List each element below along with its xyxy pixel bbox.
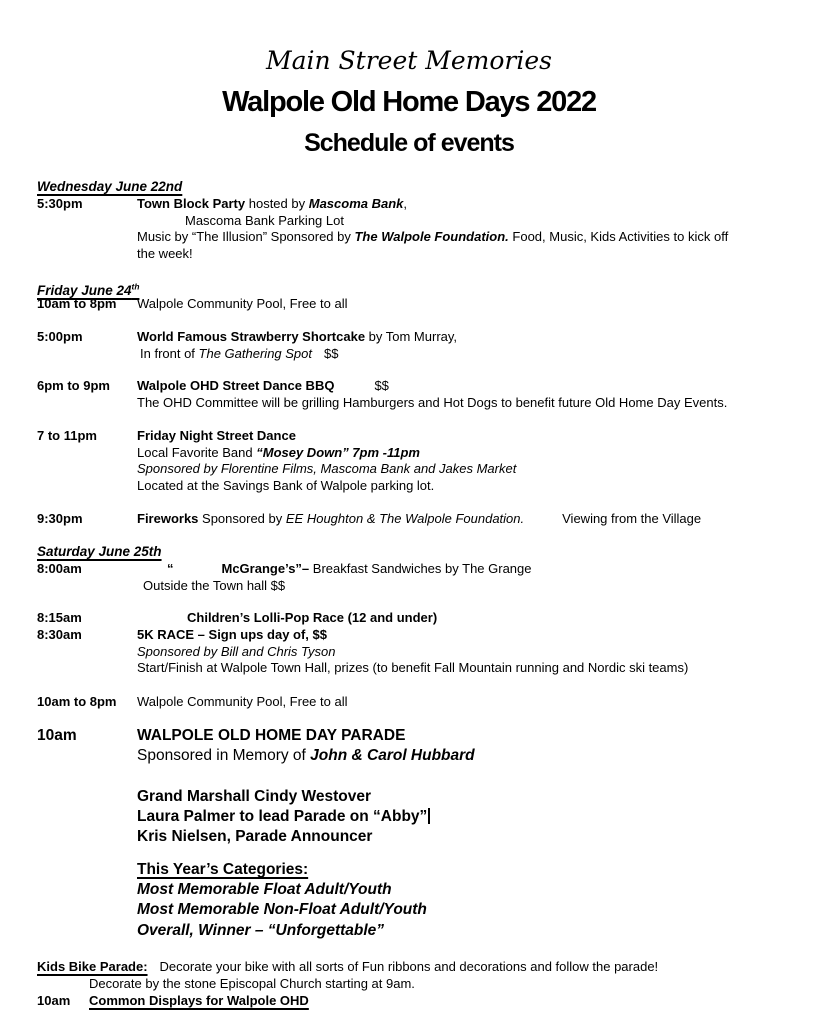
open-quote: “ bbox=[167, 561, 174, 576]
fee-badge: $$ bbox=[324, 345, 339, 361]
event-time: 10am bbox=[37, 993, 71, 1008]
kids-bike-parade-line: Kids Bike Parade: Decorate your bike with all sorts of Fun ribbons and decorations and follow the parade! bbox=[37, 959, 659, 974]
parade-lead-line: Laura Palmer to lead Parade on “Abby” bbox=[137, 807, 804, 827]
event-title-line: “ McGrange’s”– Breakfast Sandwiches by The Grange bbox=[167, 561, 532, 576]
event-detail-line: Walpole Community Pool, Free to all bbox=[137, 694, 348, 709]
event-detail-wrap-line: the week! bbox=[137, 245, 193, 261]
event-row-block-party bbox=[0, 196, 818, 262]
event-time: 7 to 11pm bbox=[37, 428, 97, 443]
event-location-line: In front of The Gathering Spot $$ bbox=[140, 345, 339, 361]
event-row-parade bbox=[0, 726, 818, 766]
event-title: Walpole Old Home Days 2022 bbox=[222, 86, 596, 118]
event-band-line: Local Favorite Band “Mosey Down” 7pm -11pm bbox=[137, 444, 420, 460]
event-title-line: 5K RACE – Sign ups day of, $$ bbox=[137, 627, 327, 642]
event-title-line: Town Block Party hosted by Mascoma Bank, bbox=[137, 196, 408, 211]
event-row-bbq bbox=[0, 378, 818, 411]
viewing-note: Viewing from the Village bbox=[562, 511, 702, 526]
parade-categories-block bbox=[0, 860, 818, 941]
kids-bike-parade-block bbox=[0, 959, 818, 992]
category-item: Overall, Winner – “Unforgettable” bbox=[137, 921, 385, 939]
categories-header: This Year’s Categories: bbox=[137, 861, 309, 878]
event-title-line: Friday Night Street Dance bbox=[137, 428, 296, 443]
event-title-line: Common Displays for Walpole OHD bbox=[89, 993, 309, 1008]
event-row-street-dance bbox=[0, 428, 818, 494]
day-header-wednesday bbox=[0, 179, 818, 196]
event-time: 5:30pm bbox=[37, 196, 83, 211]
event-row-breakfast bbox=[0, 561, 818, 594]
fee-badge: $$ bbox=[374, 378, 389, 393]
event-time: 5:00pm bbox=[37, 329, 83, 344]
parade-people-block bbox=[0, 787, 818, 848]
event-title-line: Walpole OHD Street Dance BBQ $$ bbox=[137, 378, 389, 393]
event-row-pool-saturday bbox=[0, 694, 818, 711]
day-header-wednesday-text: Wednesday June 22nd bbox=[37, 179, 183, 194]
event-detail-line: The OHD Committee will be grilling Hamburgers and Hot Dogs to benefit future Old Home Day Events. bbox=[137, 394, 728, 410]
schedule-subtitle: Schedule of events bbox=[304, 129, 514, 157]
event-time: 8:15am bbox=[37, 610, 82, 625]
category-item: Most Memorable Float Adult/Youth bbox=[137, 881, 392, 899]
day-header-saturday bbox=[0, 544, 818, 561]
event-time: 10am to 8pm bbox=[37, 694, 117, 709]
category-item: Most Memorable Non-Float Adult/Youth bbox=[137, 901, 427, 919]
event-time: 9:30pm bbox=[37, 511, 83, 526]
event-row-fireworks bbox=[0, 511, 818, 528]
date-ordinal-superscript: th bbox=[131, 281, 140, 291]
event-row-lollipop-race bbox=[0, 610, 818, 627]
parade-title-line: WALPOLE OLD HOME DAY PARADE bbox=[137, 727, 406, 744]
event-time: 8:30am bbox=[37, 627, 82, 642]
event-location-line: Mascoma Bank Parking Lot bbox=[185, 212, 344, 228]
event-detail-line: Start/Finish at Walpole Town Hall, prizes (to benefit Fall Mountain running and Nordic ski teams) bbox=[137, 660, 689, 676]
text-cursor bbox=[428, 808, 430, 824]
event-row-5k-race bbox=[0, 627, 818, 677]
event-time: 10am to 8pm bbox=[37, 296, 117, 311]
event-detail-line: Music by “The Illusion” Sponsored by The Walpole Foundation. Food, Music, Kids Activities to kick off bbox=[137, 229, 729, 245]
event-detail-line: Walpole Community Pool, Free to all bbox=[137, 296, 348, 311]
document-title: Main Street Memories bbox=[266, 46, 552, 75]
event-location-line: Located at the Savings Bank of Walpole parking lot. bbox=[137, 477, 435, 493]
event-location-line: Outside the Town hall $$ bbox=[143, 577, 286, 593]
event-time: 10am bbox=[37, 727, 77, 744]
event-row-shortcake bbox=[0, 329, 818, 362]
event-row-pool-friday bbox=[0, 296, 818, 313]
time-spacer bbox=[37, 787, 137, 848]
parade-announcer-line: Kris Nielsen, Parade Announcer bbox=[137, 828, 373, 846]
event-title-line: World Famous Strawberry Shortcake by Tom Murray, bbox=[137, 329, 458, 344]
grand-marshall-line: Grand Marshall Cindy Westover bbox=[137, 788, 371, 805]
event-row-common-displays bbox=[0, 993, 818, 1010]
event-title-line: Fireworks Sponsored by EE Houghton & The Walpole Foundation. Viewing from the Village bbox=[137, 511, 702, 526]
event-sponsor-line: Sponsored by Florentine Films, Mascoma Bank and Jakes Market bbox=[137, 461, 517, 477]
kids-bike-parade-detail: Decorate by the stone Episcopal Church starting at 9am. bbox=[89, 975, 415, 991]
day-header-friday-text: Friday June 24th bbox=[37, 281, 140, 298]
day-header-saturday-text: Saturday June 25th bbox=[37, 544, 162, 559]
time-spacer bbox=[37, 860, 137, 941]
parade-memorial-line: Sponsored in Memory of John & Carol Hubbard bbox=[137, 747, 475, 765]
event-time: 8:00am bbox=[37, 561, 82, 576]
event-sponsor-line: Sponsored by Bill and Chris Tyson bbox=[137, 643, 336, 659]
event-title-line: Children’s Lolli-Pop Race (12 and under) bbox=[187, 610, 438, 625]
event-time: 6pm to 9pm bbox=[37, 378, 110, 393]
